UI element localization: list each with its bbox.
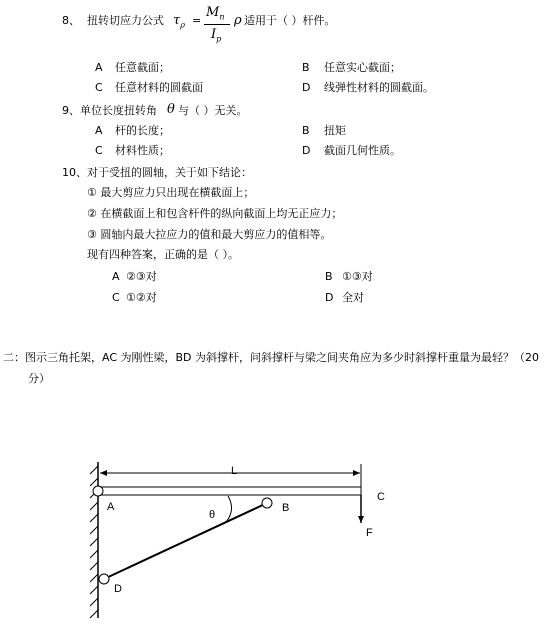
q9-option-key: C <box>95 144 103 157</box>
rigid-beam-ac <box>100 487 361 495</box>
pin-a <box>93 486 103 496</box>
q10-option-key: A <box>112 270 120 283</box>
q9-option-text: 材料性质； <box>115 144 170 157</box>
q9-option-key: B <box>302 124 310 137</box>
q10-option-key: D <box>325 291 334 304</box>
q9-option-text: 截面几何性质。 <box>324 144 401 157</box>
label-B: B <box>282 502 290 514</box>
pin-d <box>99 574 109 584</box>
q10-option-text: ②③对 <box>126 270 157 283</box>
q8-denominator: $I_p$ <box>211 27 222 44</box>
q8-number: 8、 <box>62 14 80 27</box>
q9-option-text: 扭矩 <box>324 124 346 137</box>
q8-tail-text: 适用于（ ）杆件。 <box>244 14 336 27</box>
q10-stem: 10、对于受扭的圆轴，关于如下结论： <box>62 166 252 179</box>
q8-equals: = <box>192 14 202 27</box>
q8-numerator: $M_n$ <box>206 5 225 22</box>
q10-statement: ③ 圆轴内最大拉应力的值和最大剪应力的值相等。 <box>87 228 332 241</box>
q8-option-key: A <box>95 61 103 74</box>
q8-option-text: 任意实心截面； <box>324 61 401 74</box>
pin-b <box>262 498 272 508</box>
label-C: C <box>377 491 385 503</box>
q9-option-key: D <box>302 144 311 157</box>
fixed-wall <box>90 462 98 618</box>
q8-option-text: 任意材料的圆截面 <box>115 81 203 94</box>
q8-option-key: D <box>302 81 311 94</box>
label-A: A <box>107 501 115 513</box>
label-L: L <box>231 465 238 477</box>
q8-lead-text: 扭转切应力公式 <box>87 14 164 27</box>
angle-arc <box>226 496 232 522</box>
part2-question-line2: 分） <box>28 372 50 385</box>
q8-option-key: C <box>95 81 103 94</box>
q10-statement: ① 最大剪应力只出现在横截面上； <box>87 186 255 199</box>
q9-theta: θ <box>167 102 175 117</box>
q10-option-text: ①②对 <box>126 291 157 304</box>
q10-option-text: ①③对 <box>342 270 373 283</box>
q10-option-text: 全对 <box>342 291 364 304</box>
strut-bd <box>104 503 267 579</box>
label-theta: θ <box>209 509 216 521</box>
q8-rho: ρ <box>234 13 242 28</box>
q8-option-text: 任意截面； <box>115 61 170 74</box>
q9-option-key: A <box>95 124 103 137</box>
q8-option-text: 线弹性材料的圆截面。 <box>324 81 434 94</box>
q10-prompt: 现有四种答案，正确的是（ ）。 <box>87 248 239 261</box>
q10-option-key: C <box>112 291 120 304</box>
q9-text-b: 与（ ）无关。 <box>178 104 248 117</box>
part2-question-line1: 二：图示三角托架，AC 为刚性梁，BD 为斜撑杆，问斜撑杆与梁之间夹角应为多少时斜撑杆重量为最轻？（20 <box>3 351 540 364</box>
q10-statement: ② 在横截面上和包含杆件的纵向截面上均无正应力； <box>87 207 343 220</box>
q9-option-text: 杆的长度； <box>115 124 170 137</box>
q10-option-key: B <box>325 270 333 283</box>
label-D: D <box>114 583 122 595</box>
label-F: F <box>366 527 373 539</box>
q9-text-a: 9、单位长度扭转角 <box>62 104 157 117</box>
q8-option-key: B <box>302 61 310 74</box>
q8-tau: $\tau_\rho$ <box>173 13 185 30</box>
